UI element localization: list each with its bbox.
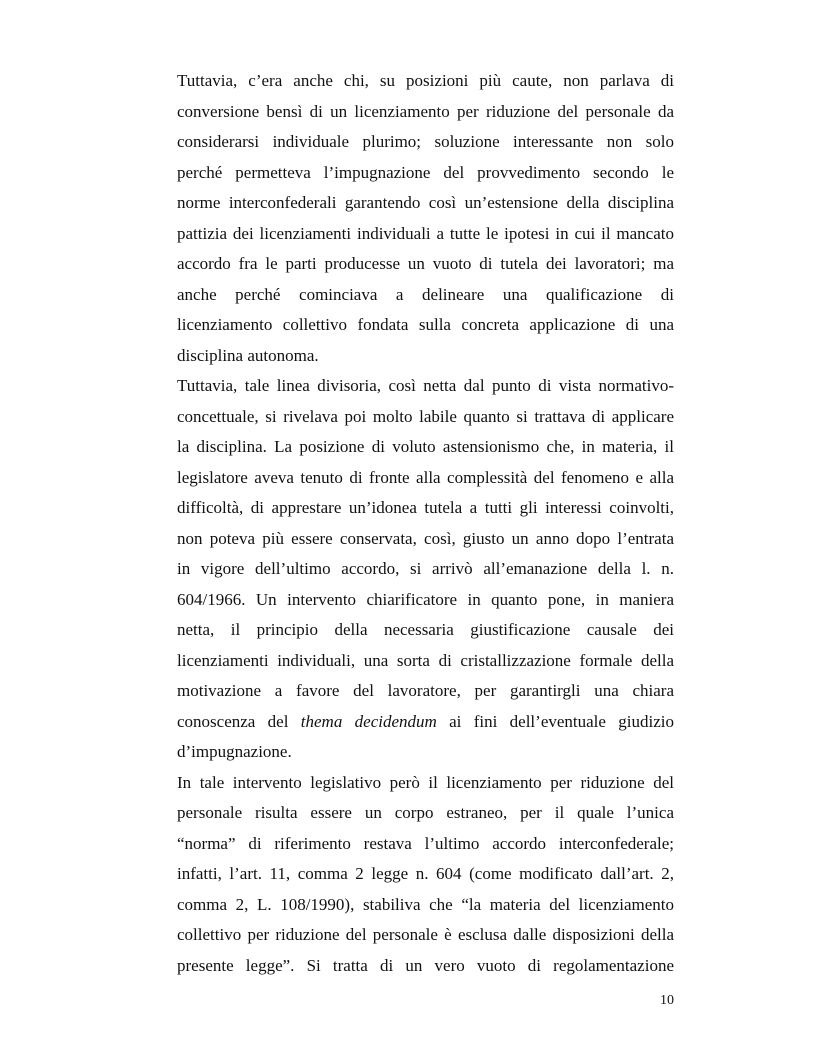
- text-line: 604/1966. Un intervento chiarificatore in quanto pone, in maniera: [177, 589, 674, 609]
- text-line: d’impugnazione.: [177, 742, 292, 761]
- text-line: legislatore aveva tenuto di fronte alla complessità del fenomeno e alla: [177, 467, 674, 487]
- text-line: non poteva più essere conservata, così, giusto un anno dopo l’entrata: [177, 528, 674, 548]
- text-line: difficoltà, di apprestare un’idonea tutela a tutti gli interessi coinvolti,: [177, 498, 674, 517]
- text-line: motivazione a favore del lavoratore, per garantirgli una chiara: [177, 681, 674, 700]
- text-line: Tuttavia, c’era anche chi, su posizioni più caute, non parlava di: [177, 71, 674, 90]
- text-line: licenziamenti individuali, una sorta di cristallizzazione formale della: [177, 650, 674, 670]
- text-line: perché permetteva l’impugnazione del provvedimento secondo le: [177, 162, 674, 182]
- text-line: norme interconfederali garantendo così un’estensione della disciplina: [177, 193, 674, 212]
- text-line: concettuale, si rivelava poi molto labile quanto si trattava di applicare: [177, 406, 674, 426]
- text-line: in vigore dell’ultimo accordo, si arrivò all’emanazione della l. n.: [177, 559, 674, 578]
- body-text: [177, 66, 674, 981]
- text-line: comma 2, L. 108/1990), stabiliva che “la materia del licenziamento: [177, 894, 674, 914]
- text-segment: conoscenza del: [177, 711, 301, 731]
- text-line: anche perché cominciava a delineare una qualificazione di: [177, 284, 674, 304]
- text-line: presente legge”. Si tratta di un vero vuoto di regolamentazione: [177, 955, 674, 975]
- text-line: netta, il principio della necessaria giustificazione causale dei: [177, 620, 674, 639]
- text-line: In tale intervento legislativo però il licenziamento per riduzione del: [177, 772, 674, 792]
- text-line: la disciplina. La posizione di voluto astensionismo che, in materia, il: [177, 437, 674, 456]
- text-line: pattizia dei licenziamenti individuali a tutte le ipotesi in cui il mancato: [177, 223, 674, 243]
- text-line: infatti, l’art. 11, comma 2 legge n. 604 (come modificato dall’art. 2,: [177, 864, 674, 883]
- page-number: 10: [660, 993, 674, 1008]
- text-line: collettivo per riduzione del personale è esclusa dalle disposizioni della: [177, 925, 674, 944]
- text-line: accordo fra le parti producesse un vuoto di tutela dei lavoratori; ma: [177, 254, 674, 273]
- text-line: personale risulta essere un corpo estraneo, per il quale l’unica: [177, 803, 674, 822]
- text-line: considerarsi individuale plurimo; soluzione interessante non solo: [177, 132, 674, 151]
- text-line: disciplina autonoma.: [177, 345, 319, 365]
- text-line: [177, 707, 674, 738]
- text-segment: ai fini dell’eventuale giudizio: [436, 711, 674, 731]
- italic-term: thema decidendum: [300, 711, 437, 731]
- text-line: conversione bensì di un licenziamento per riduzione del personale da: [177, 101, 674, 121]
- text-line: licenziamento collettivo fondata sulla concreta applicazione di una: [177, 315, 674, 334]
- text-line: “norma” di riferimento restava l’ultimo accordo interconfederale;: [177, 833, 674, 853]
- text-line: Tuttavia, tale linea divisoria, così netta dal punto di vista normativo-: [177, 376, 674, 395]
